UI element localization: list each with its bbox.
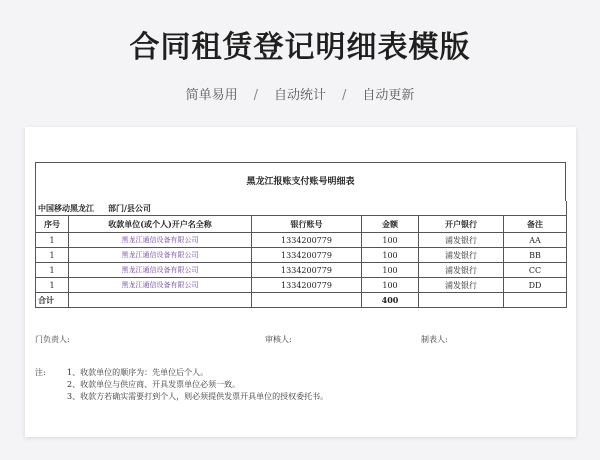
note-line: 1、收款单位的顺序为：先单位后个人。	[67, 368, 209, 377]
org-row	[36, 201, 567, 216]
tagline-auto-update: 自动更新	[362, 88, 415, 103]
notes-lines	[67, 367, 328, 403]
cell-no: 1	[36, 263, 69, 278]
cell-remark: DD	[504, 278, 567, 293]
total-amount: 400	[362, 293, 419, 308]
col-header-payee: 收款单位(或个人)开户名全称	[69, 216, 252, 233]
dept-head-label: 门负责人:	[35, 335, 70, 344]
cell-amount: 100	[362, 278, 419, 293]
cell-payee: 黑龙江通信设备有限公司	[69, 233, 252, 248]
note-line: 2、收款单位与供应商、开具发票单位必须一致。	[67, 380, 241, 389]
report-title: 黑龙江报账支付账号明细表	[35, 162, 566, 201]
cell-payee: 黑龙江通信设备有限公司	[69, 278, 252, 293]
document-sheet	[25, 127, 576, 437]
report-table	[35, 201, 567, 308]
col-header-account: 银行账号	[252, 216, 362, 233]
header-row	[36, 216, 567, 233]
reviewer-label: 审核人:	[265, 335, 292, 344]
cell-bank: 浦发银行	[419, 233, 504, 248]
table-row	[36, 263, 567, 278]
cell-no: 1	[36, 278, 69, 293]
org-name: 中国移动黑龙江	[38, 202, 94, 213]
table-row	[36, 248, 567, 263]
banner-title: 合同租赁登记明细表模版	[129, 30, 471, 65]
cell-amount: 100	[362, 263, 419, 278]
tagline	[0, 84, 600, 103]
cell-no: 1	[36, 233, 69, 248]
col-header-amount: 金额	[362, 216, 419, 233]
notes-label: 注:	[35, 368, 46, 377]
total-label: 合计	[36, 293, 69, 308]
cell-empty	[69, 293, 252, 308]
cell-empty	[419, 293, 504, 308]
cell-bank: 浦发银行	[419, 248, 504, 263]
cell-account: 1334200779	[252, 233, 362, 248]
cell-account: 1334200779	[252, 248, 362, 263]
cell-payee: 黑龙江通信设备有限公司	[69, 248, 252, 263]
org-cell	[36, 201, 567, 216]
cell-remark: BB	[504, 248, 567, 263]
cell-remark: AA	[504, 233, 567, 248]
signature-line	[35, 334, 566, 348]
report-table-wrap	[35, 162, 566, 308]
preparer-label: 制表人:	[421, 335, 448, 344]
cell-account: 1334200779	[252, 263, 362, 278]
cell-remark: CC	[504, 263, 567, 278]
col-header-bank: 开户银行	[419, 216, 504, 233]
tagline-auto-stats: 自动统计	[273, 88, 326, 103]
cell-bank: 浦发银行	[419, 278, 504, 293]
cell-account: 1334200779	[252, 278, 362, 293]
dept-label: 部门/县公司	[108, 202, 151, 213]
tagline-easy: 简单易用	[185, 88, 238, 103]
cell-bank: 浦发银行	[419, 263, 504, 278]
cell-empty	[252, 293, 362, 308]
total-row	[36, 293, 567, 308]
tagline-separator: /	[253, 88, 258, 103]
col-header-remark: 备注	[504, 216, 567, 233]
cell-amount: 100	[362, 248, 419, 263]
cell-amount: 100	[362, 233, 419, 248]
cell-empty	[504, 293, 567, 308]
cell-no: 1	[36, 248, 69, 263]
note-line: 3、收款方若确实需要打到个人，则必须提供发票开具单位的授权委托书。	[67, 392, 329, 401]
tagline-separator: /	[342, 88, 347, 103]
table-row	[36, 233, 567, 248]
table-row	[36, 278, 567, 293]
col-header-no: 序号	[36, 216, 69, 233]
cell-payee: 黑龙江通信设备有限公司	[69, 263, 252, 278]
